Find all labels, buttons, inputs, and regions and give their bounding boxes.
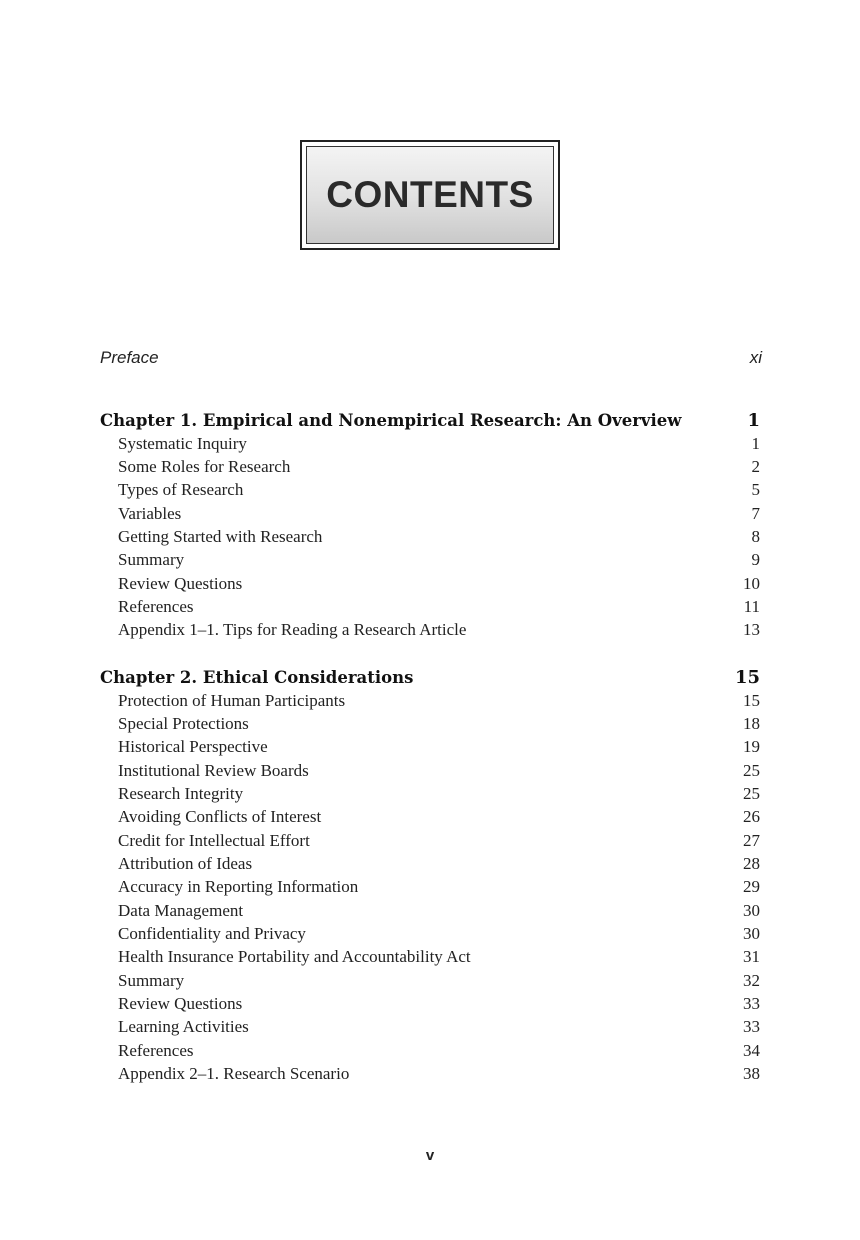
- entry-page: 10: [743, 573, 760, 593]
- entry-page: 30: [743, 900, 760, 920]
- entry-label: Review Questions: [118, 993, 243, 1013]
- chapter-heading: [100, 410, 760, 433]
- entry-label: Special Protections: [118, 713, 249, 733]
- toc-entry: [100, 854, 760, 877]
- entry-label: Credit for Intellectual Effort: [118, 830, 310, 850]
- entry-label: Some Roles for Research: [118, 456, 291, 476]
- entry-page: 9: [751, 550, 760, 570]
- entry-label: Research Integrity: [118, 783, 244, 803]
- entry-label: Health Insurance Portability and Accountability Act: [118, 947, 471, 967]
- chapter-title: Chapter 1. Empirical and Nonempirical Research: An Overview: [100, 411, 682, 430]
- entry-label: Protection of Human Participants: [118, 690, 346, 710]
- chapter-page: 1: [747, 410, 760, 431]
- entry-label: References: [118, 596, 194, 616]
- entry-label: Attribution of Ideas: [118, 853, 253, 873]
- toc-entry: [100, 877, 760, 900]
- toc-entry: [100, 1064, 760, 1087]
- chapter-title: Chapter 2. Ethical Considerations: [100, 668, 414, 687]
- toc-entry: [100, 714, 760, 737]
- toc-entry: [100, 761, 760, 784]
- contents-title-panel: [306, 146, 554, 244]
- entry-page: 33: [743, 1017, 760, 1037]
- toc-entry: [100, 831, 760, 854]
- entry-label: Variables: [118, 503, 182, 523]
- entry-label: Getting Started with Research: [118, 526, 323, 546]
- entry-label: Summary: [118, 550, 185, 570]
- entry-page: 28: [743, 853, 760, 873]
- entry-page: 30: [743, 923, 760, 943]
- entry-page: 11: [743, 596, 760, 616]
- entry-page: 25: [743, 760, 760, 780]
- toc-entry: [100, 480, 760, 503]
- entry-label: Data Management: [118, 900, 244, 920]
- chapter-page: 15: [734, 667, 760, 688]
- entry-page: 25: [743, 783, 760, 803]
- entry-label: References: [118, 1040, 194, 1060]
- entry-label: Systematic Inquiry: [118, 433, 247, 453]
- entry-page: 31: [743, 947, 760, 967]
- toc-entry: [100, 1017, 760, 1040]
- entry-page: 18: [743, 713, 760, 733]
- entry-page: 26: [743, 807, 760, 827]
- entry-page: 33: [743, 993, 760, 1013]
- preface-entry: [100, 348, 762, 372]
- entry-label: Appendix 1–1. Tips for Reading a Research Article: [118, 620, 467, 640]
- toc-entry: [100, 784, 760, 807]
- entry-page: 1: [751, 433, 760, 453]
- toc-entry: [100, 737, 760, 760]
- entry-page: 27: [743, 830, 760, 850]
- entry-label: Appendix 2–1. Research Scenario: [118, 1064, 350, 1083]
- toc-entry: [100, 620, 760, 643]
- toc-entry: [100, 434, 760, 457]
- contents-title-box: [300, 140, 560, 250]
- page-number: v: [425, 1147, 435, 1164]
- toc-entry: [100, 574, 760, 597]
- entry-label: Confidentiality and Privacy: [118, 923, 306, 943]
- toc-entry: [100, 550, 760, 573]
- preface-label: Preface: [100, 348, 159, 367]
- entry-page: 29: [743, 877, 760, 897]
- chapter-1: [100, 410, 760, 644]
- entry-page: 13: [743, 620, 760, 640]
- entry-page: 15: [743, 690, 760, 710]
- toc-entry: [100, 971, 760, 994]
- entry-page: 8: [751, 526, 760, 546]
- entry-label: Accuracy in Reporting Information: [118, 877, 359, 897]
- entry-page: 38: [743, 1064, 760, 1083]
- chapter-2: [100, 667, 760, 1087]
- entry-label: Summary: [118, 970, 185, 990]
- toc-entry: [100, 527, 760, 550]
- entry-label: Institutional Review Boards: [118, 760, 309, 780]
- entry-label: Historical Perspective: [118, 737, 268, 757]
- toc-entry: [100, 1041, 760, 1064]
- page-title: CONTENTS: [326, 174, 534, 215]
- entry-label: Learning Activities: [118, 1017, 249, 1037]
- toc-entry: [100, 597, 760, 620]
- entry-page: 32: [743, 970, 760, 990]
- entry-page: 19: [743, 737, 760, 757]
- entry-page: 5: [751, 480, 760, 500]
- entry-page: 34: [743, 1040, 760, 1060]
- chapter-heading: [100, 667, 760, 690]
- toc-entry: [100, 924, 760, 947]
- entry-label: Review Questions: [118, 573, 243, 593]
- entry-page: 2: [751, 456, 760, 476]
- entry-label: Types of Research: [118, 480, 244, 500]
- toc-entry: [100, 691, 760, 714]
- toc-entry: [100, 807, 760, 830]
- toc-entry: [100, 504, 760, 527]
- toc-entry: [100, 994, 760, 1017]
- toc-entry: [100, 457, 760, 480]
- entry-page: 7: [751, 503, 760, 523]
- preface-page: xi: [749, 348, 762, 367]
- toc-entry: [100, 901, 760, 924]
- toc-entry: [100, 947, 760, 970]
- entry-label: Avoiding Conflicts of Interest: [118, 807, 322, 827]
